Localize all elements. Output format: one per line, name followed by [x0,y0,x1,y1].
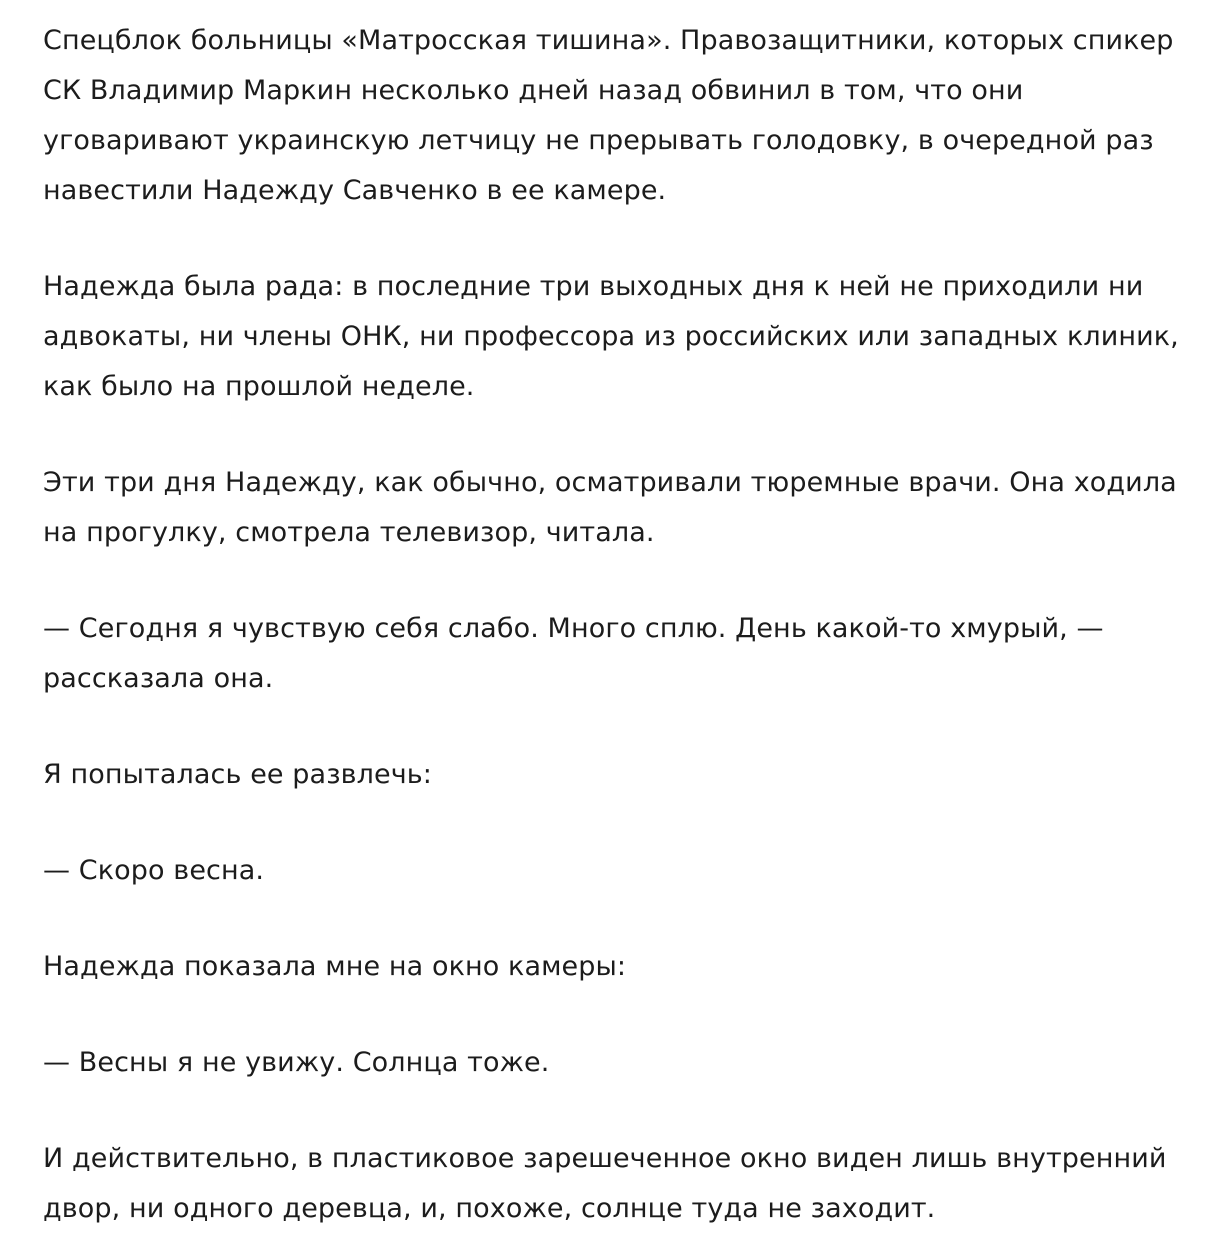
paragraph-cheer-up: Я попыталась ее развлечь: [43,759,432,790]
paragraph-window: Надежда показала мне на окно камеры: [43,951,627,982]
paragraph-daily-routine: Эти три дня Надежду, как обычно, осматривали тюремные врачи. Она ходила на прогулку, смотрела телевизор, читала. [43,467,1177,548]
paragraph-visitors: Надежда была рада: в последние три выходных дня к ней не приходили ни адвокаты, ни члены ОНК, ни профессора из российских или западных клиник, как было на прошлой неделе. [43,271,1179,402]
paragraph-quote-no-spring: — Весны я не увижу. Солнца тоже. [43,1047,550,1078]
paragraph-quote-feeling: — Сегодня я чувствую себя слабо. Много сплю. День какой-то хмурый, — рассказала она. [43,613,1104,694]
paragraph-courtyard: И действительно, в пластиковое зарешеченное окно виден лишь внутренний двор, ни одного деревца, и, похоже, солнце туда не заходит. [43,1143,1167,1224]
paragraph-intro: Спецблок больницы «Матросская тишина». Правозащитники, которых спикер СК Владимир Маркин несколько дней назад обвинил в том, что они уговаривают украинскую летчицу не прерывать голодовку, в очередной раз навестили Надежду Савченко в ее камере. [43,25,1174,206]
paragraph-quote-spring: — Скоро весна. [43,855,265,886]
